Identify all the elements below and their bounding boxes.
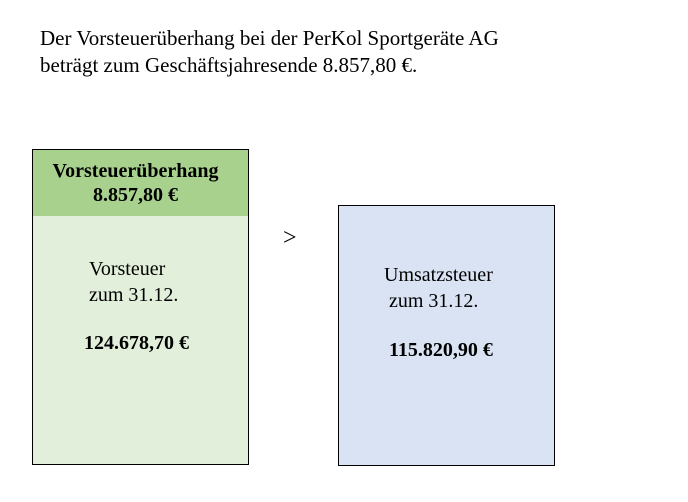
vorsteuerueberhang-header <box>32 149 249 217</box>
vorsteuer-label-line-1: Vorsteuer <box>89 258 166 280</box>
umsatzsteuer-box <box>338 205 555 466</box>
umsatzsteuer-amount: 115.820,90 € <box>389 339 493 361</box>
greater-than-sign: > <box>283 225 297 251</box>
vorsteuer-amount: 124.678,70 € <box>84 332 189 354</box>
intro-text <box>40 25 499 79</box>
vorsteuer-box <box>32 216 249 465</box>
vorsteuerueberhang-title: Vorsteuerüberhang <box>52 160 219 182</box>
vorsteuer-label-line-2: zum 31.12. <box>89 284 179 306</box>
umsatzsteuer-label-line-1: Umsatzsteuer <box>384 264 493 286</box>
intro-line-1: Der Vorsteuerüberhang bei der PerKol Sportgeräte AG <box>40 26 499 50</box>
umsatzsteuer-label-line-2: zum 31.12. <box>389 290 479 312</box>
intro-line-2: beträgt zum Geschäftsjahresende 8.857,80 €. <box>40 53 418 77</box>
vorsteuerueberhang-amount: 8.857,80 € <box>93 184 178 206</box>
